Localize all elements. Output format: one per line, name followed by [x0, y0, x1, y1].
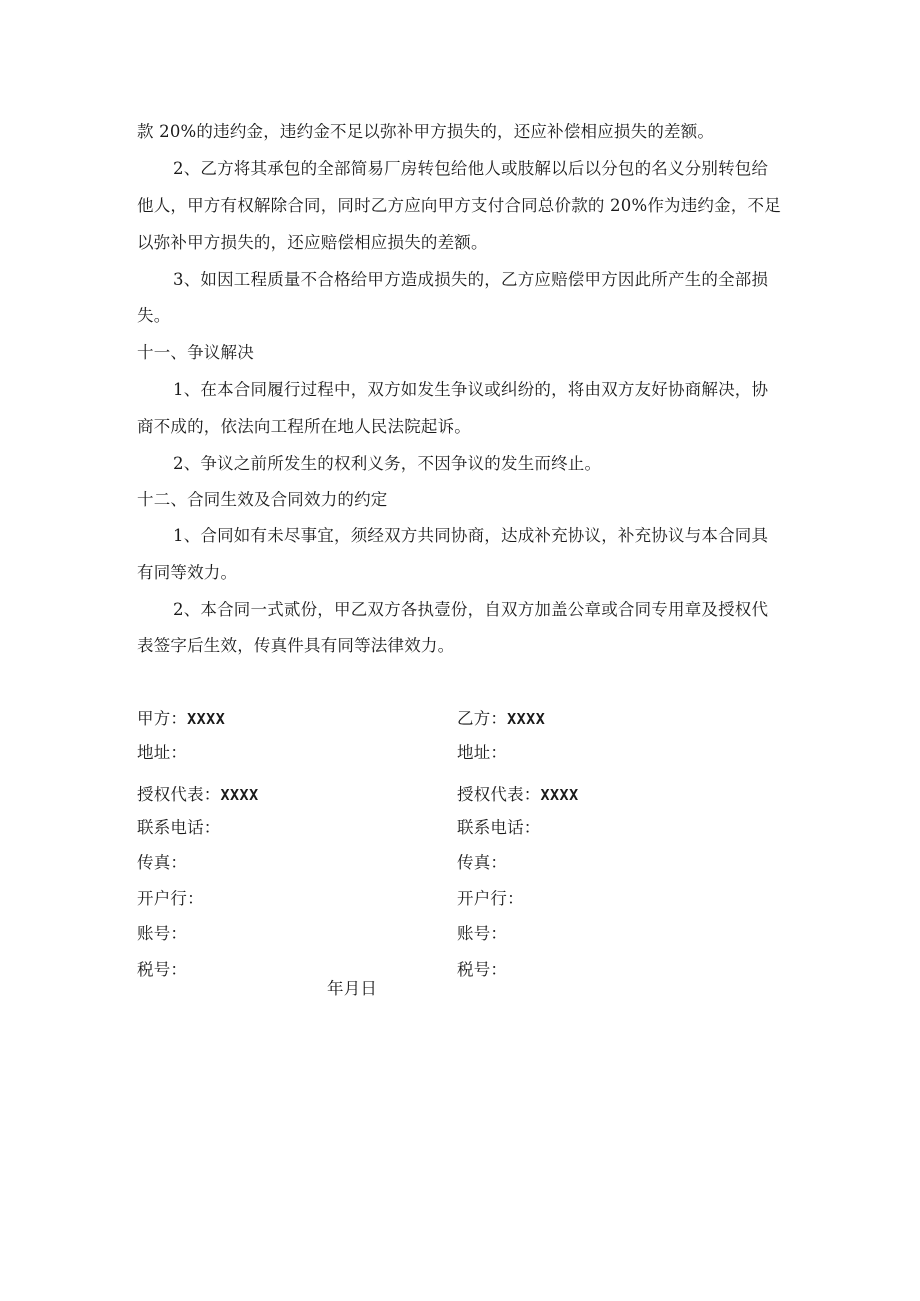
party-a-phone: 联系电话： — [137, 818, 221, 837]
party-b-bank: 开户行： — [457, 889, 524, 908]
party-a-name: XXXX — [187, 710, 226, 728]
party-a-account: 账号： — [137, 924, 188, 943]
section-heading-12: 十二、合同生效及合同效力的约定 — [137, 490, 388, 509]
party-b-rep-line — [457, 781, 579, 805]
paragraph-line: 有同等效力。 — [137, 563, 238, 582]
paragraph-line: 1、在本合同履行过程中，双方如发生争议或纠纷的，将由双方友好协商解决，协 — [173, 380, 769, 399]
party-a-rep-name: XXXX — [220, 786, 259, 804]
party-b-fax: 传真： — [457, 853, 508, 872]
party-b-rep-name: XXXX — [540, 786, 579, 804]
party-b-name: XXXX — [507, 710, 546, 728]
party-a-address: 地址： — [137, 743, 188, 762]
party-a-fax: 传真： — [137, 853, 188, 872]
paragraph-line: 失。 — [137, 306, 171, 325]
paragraph-line: 以弥补甲方损失的，还应赔偿相应损失的差额。 — [137, 233, 488, 252]
signing-date: 年月日 — [327, 979, 378, 998]
paragraph-line: 商不成的，依法向工程所在地人民法院起诉。 — [137, 417, 471, 436]
party-b-line — [457, 705, 545, 729]
party-b-label: 乙方： — [457, 709, 508, 728]
paragraph-line: 款 20%的违约金，违约金不足以弥补甲方损失的，还应补偿相应损失的差额。 — [137, 122, 715, 141]
paragraph-line: 表签字后生效，传真件具有同等法律效力。 — [137, 636, 455, 655]
party-a-line — [137, 705, 225, 729]
paragraph-line: 1、合同如有未尽事宜，须经双方共同协商，达成补充协议，补充协议与本合同具 — [173, 526, 769, 545]
section-heading-11: 十一、争议解决 — [137, 343, 254, 362]
paragraph-line: 他人，甲方有权解除合同，同时乙方应向甲方支付合同总价款的 20%作为违约金，不足 — [137, 196, 781, 215]
paragraph-line: 2、本合同一式贰份，甲乙双方各执壹份，自双方加盖公章或合同专用章及授权代 — [173, 600, 769, 619]
party-a-rep-line — [137, 781, 259, 805]
party-a-rep-label: 授权代表： — [137, 785, 221, 804]
paragraph-line: 3、如因工程质量不合格给甲方造成损失的，乙方应赔偿甲方因此所产生的全部损 — [173, 270, 769, 289]
party-b-rep-label: 授权代表： — [457, 785, 541, 804]
paragraph-line: 2、乙方将其承包的全部简易厂房转包给他人或肢解以后以分包的名义分别转包给 — [173, 159, 769, 178]
party-b-address: 地址： — [457, 743, 508, 762]
party-a-label: 甲方： — [137, 709, 188, 728]
party-b-tax: 税号： — [457, 960, 508, 979]
party-a-bank: 开户行： — [137, 889, 204, 908]
paragraph-line: 2、争议之前所发生的权利义务，不因争议的发生而终止。 — [173, 454, 602, 473]
party-a-tax: 税号： — [137, 960, 188, 979]
party-b-account: 账号： — [457, 924, 508, 943]
party-b-phone: 联系电话： — [457, 818, 541, 837]
